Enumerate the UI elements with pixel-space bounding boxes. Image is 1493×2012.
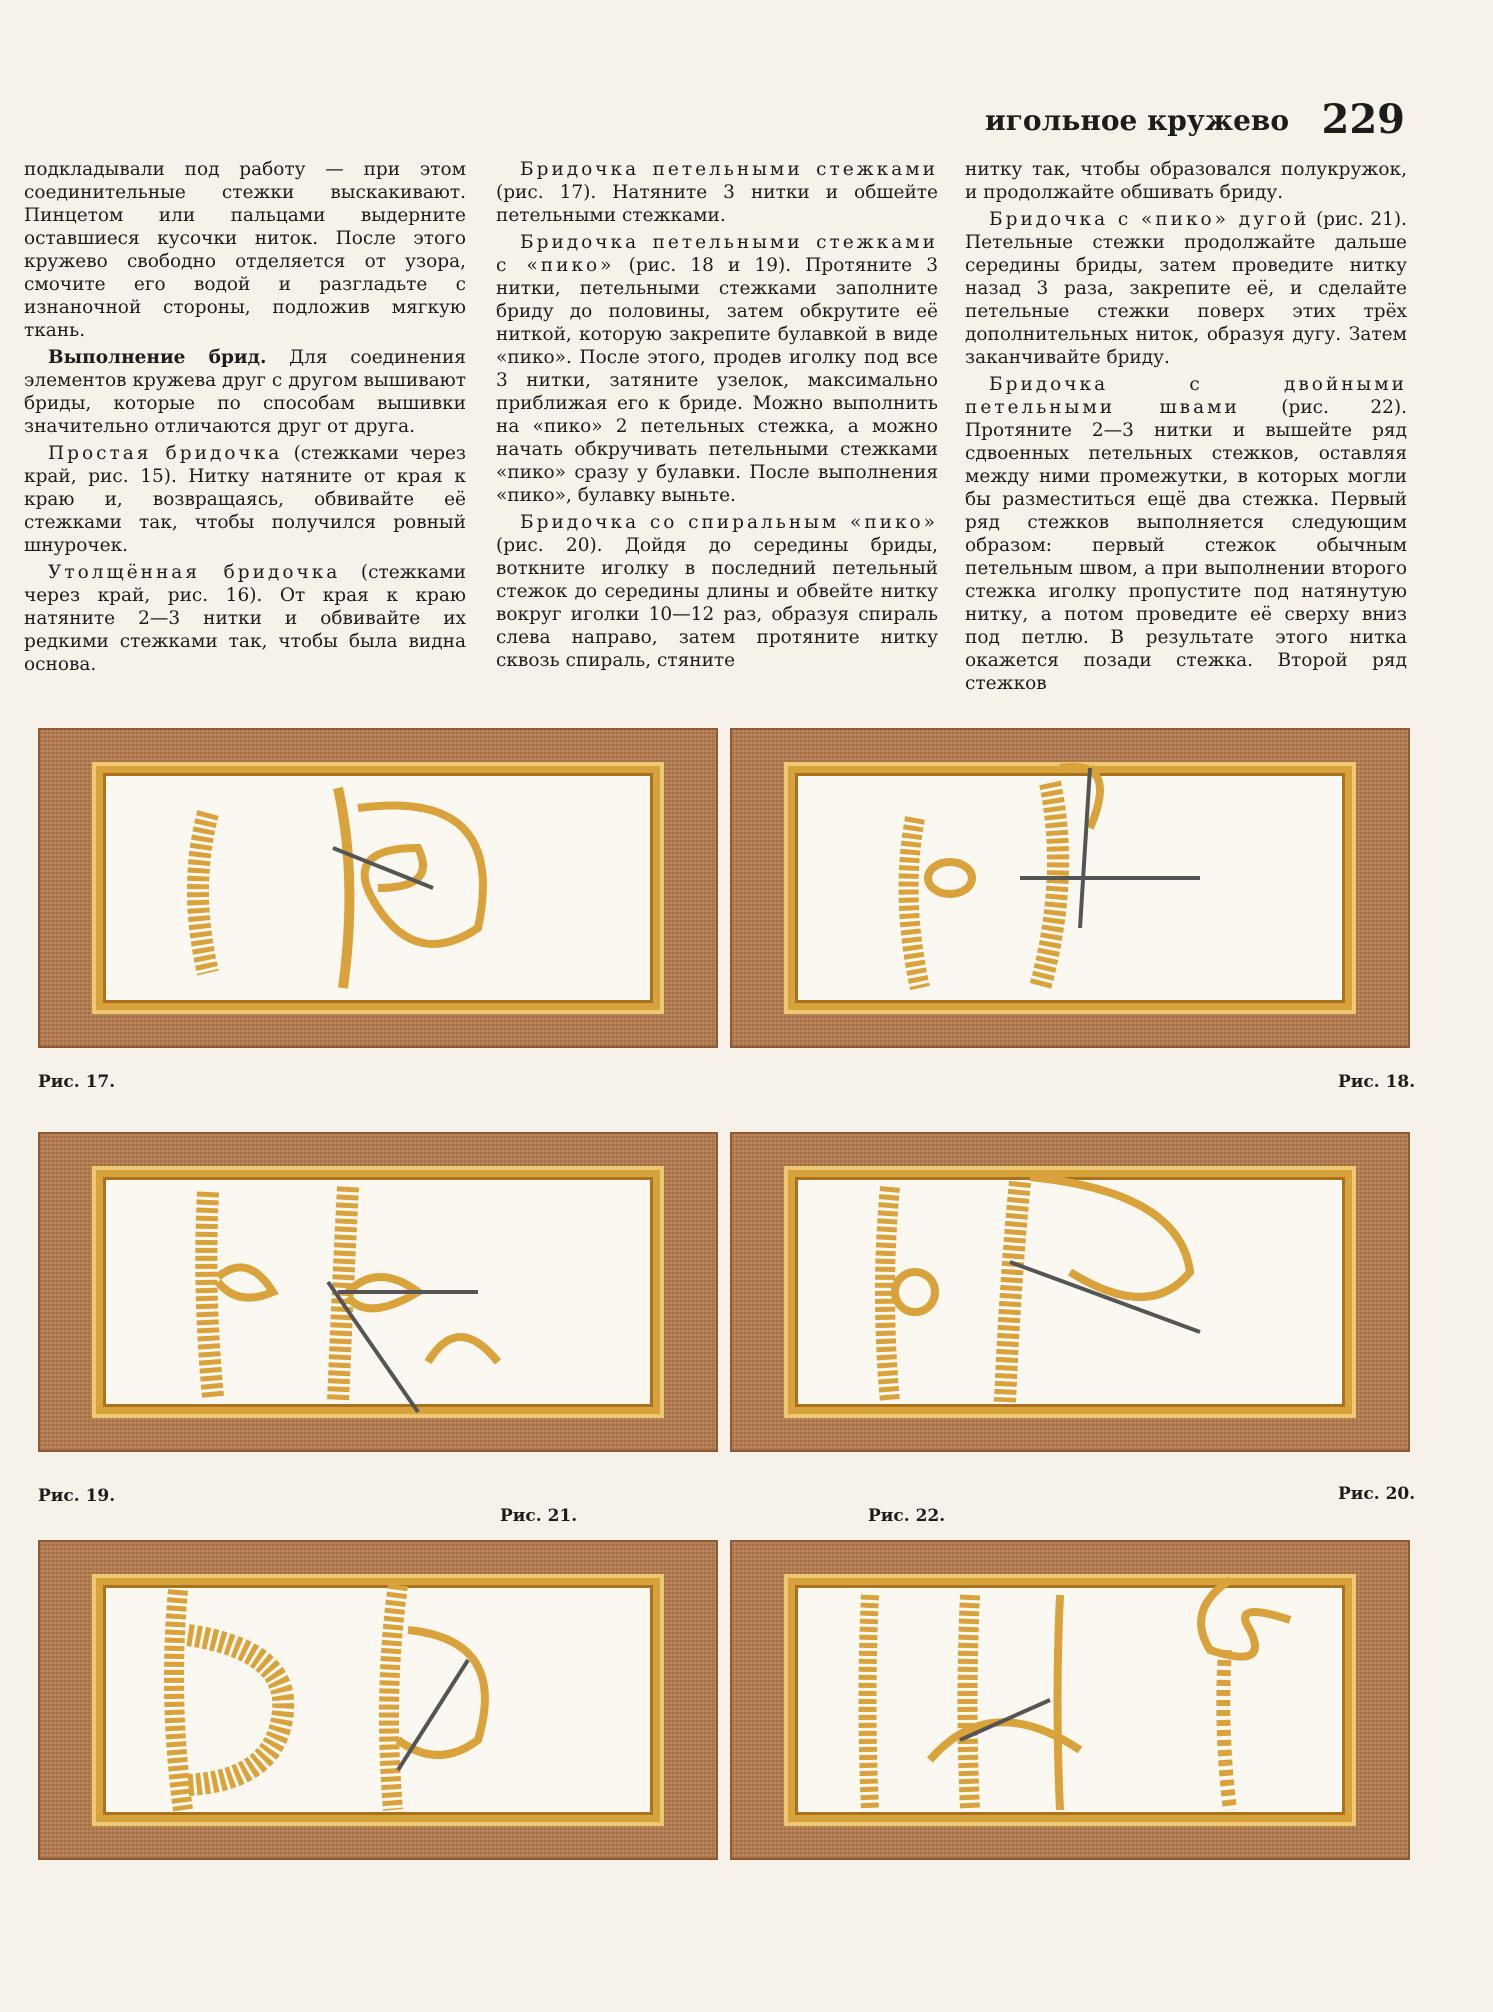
section-title: игольное кружево — [985, 104, 1290, 137]
term: Бридочка с «пико» дугой — [989, 209, 1310, 230]
paragraph — [496, 158, 938, 227]
paragraph — [24, 346, 466, 438]
bride-drawing — [38, 1132, 718, 1452]
bride-drawing — [730, 1132, 1410, 1452]
bride-drawing — [38, 728, 718, 1048]
term: Бридочка со спиральным «пико» — [520, 512, 938, 533]
text-column-1 — [24, 158, 466, 680]
bride-drawing — [38, 1540, 718, 1860]
illustration-fig-17 — [38, 728, 718, 1048]
paragraph — [24, 561, 466, 676]
illustration-fig-19 — [38, 1132, 718, 1452]
term: Бридочка петельными стежками с «пико» — [496, 232, 938, 276]
term: Выполнение брид. — [48, 347, 267, 368]
paragraph-text: (рис. 21). Петельные стежки продолжайте дальше середины бриды, затем проведите нитку назад 3 раза, закрепите её, и сделайте петельные стежки поверх этих трёх дополнительных ниток, образуя дугу. Затем заканчивайте бриду. — [965, 209, 1407, 368]
term: Бридочка петельными стежками — [520, 159, 938, 180]
paragraph — [965, 373, 1407, 695]
text-column-2 — [496, 158, 938, 676]
caption-fig-18: Рис. 18. — [1338, 1072, 1416, 1092]
illustration-fig-20 — [730, 1132, 1410, 1452]
text-column-3 — [965, 158, 1407, 699]
paragraph-text: Для соединения элементов кружева друг с другом вышивают бриды, которые по способам вышивки значительно отличаются друг от друга. — [24, 347, 466, 437]
illustration-fig-22 — [730, 1540, 1410, 1860]
paragraph: подкладывали под работу — при этом соединительные стежки выскакивают. Пинцетом или пальцами выдерните оставшиеся кусочки ниток. После этого кружево свободно отделяется от узора, смочите его водой и разгладьте с изнаночной стороны, подложив мягкую ткань. — [24, 159, 466, 341]
page-header — [985, 96, 1405, 146]
paragraph-text: (стежками через край, рис. 16). От края к краю натяните 2—3 нитки и обвивайте их редкими стежками так, чтобы была видна основа. — [24, 562, 466, 675]
caption-fig-22: Рис. 22. — [868, 1506, 946, 1526]
illustration-fig-18 — [730, 728, 1410, 1048]
bride-drawing — [730, 728, 1410, 1048]
illustration-fig-21 — [38, 1540, 718, 1860]
term: Утолщённая бридочка — [48, 562, 341, 583]
term: Простая бридочка — [48, 443, 283, 464]
caption-fig-17: Рис. 17. — [38, 1072, 116, 1092]
term: Бридочка с двойными петельными швами — [965, 374, 1407, 418]
caption-fig-19: Рис. 19. — [38, 1486, 116, 1506]
bride-drawing — [730, 1540, 1410, 1860]
page-number: 229 — [1321, 96, 1405, 143]
paragraph-text: (рис. 17). Натяните 3 нитки и обшейте петельными стежками. — [496, 182, 938, 226]
paragraph-text: (стежками через край, рис. 15). Нитку натяните от края к краю и, возвращаясь, обвивайте её стежками так, чтобы получился ровный шнурочек. — [24, 443, 466, 556]
caption-fig-21: Рис. 21. — [500, 1506, 578, 1526]
paragraph — [496, 231, 938, 507]
paragraph — [24, 442, 466, 557]
paragraph-text: (рис. 22). Протяните 2—3 нитки и вышейте ряд сдвоенных петельных стежков, оставляя между ними промежутки, в которых могли бы разместиться ещё два стежка. Первый ряд стежков выполняется следующим образом: первый стежок обычным петельным швом, а при выполнении второго стежка иголку пропустите под натянутую нитку, а потом проведите её сверху вниз под петлю. В результате этого нитка окажется позади стежка. Второй ряд стежков — [965, 397, 1407, 694]
paragraph — [965, 208, 1407, 369]
caption-fig-20: Рис. 20. — [1338, 1484, 1416, 1504]
paragraph — [496, 511, 938, 672]
paragraph-text: (рис. 18 и 19). Протяните 3 нитки, петельными стежками заполните бриду до половины, затем обкрутите её ниткой, которую закрепите булавкой в виде «пико». После этого, продев иголку под все 3 нитки, затяните узелок, максимально приближая его к бриде. Можно выполнить на «пико» 2 петельных стежка, а можно начать обкручивать петельными стежками «пико» сразу у булавки. После выполнения «пико», булавку выньте. — [496, 255, 938, 506]
paragraph-text: (рис. 20). Дойдя до середины бриды, воткните иголку в последний петельный стежок до середины длины и обвейте нитку вокруг иголки 10—12 раз, образуя спираль слева направо, затем протяните нитку сквозь спираль, стяните — [496, 535, 938, 671]
paragraph: нитку так, чтобы образовался полукружок, и продолжайте обшивать бриду. — [965, 159, 1407, 203]
